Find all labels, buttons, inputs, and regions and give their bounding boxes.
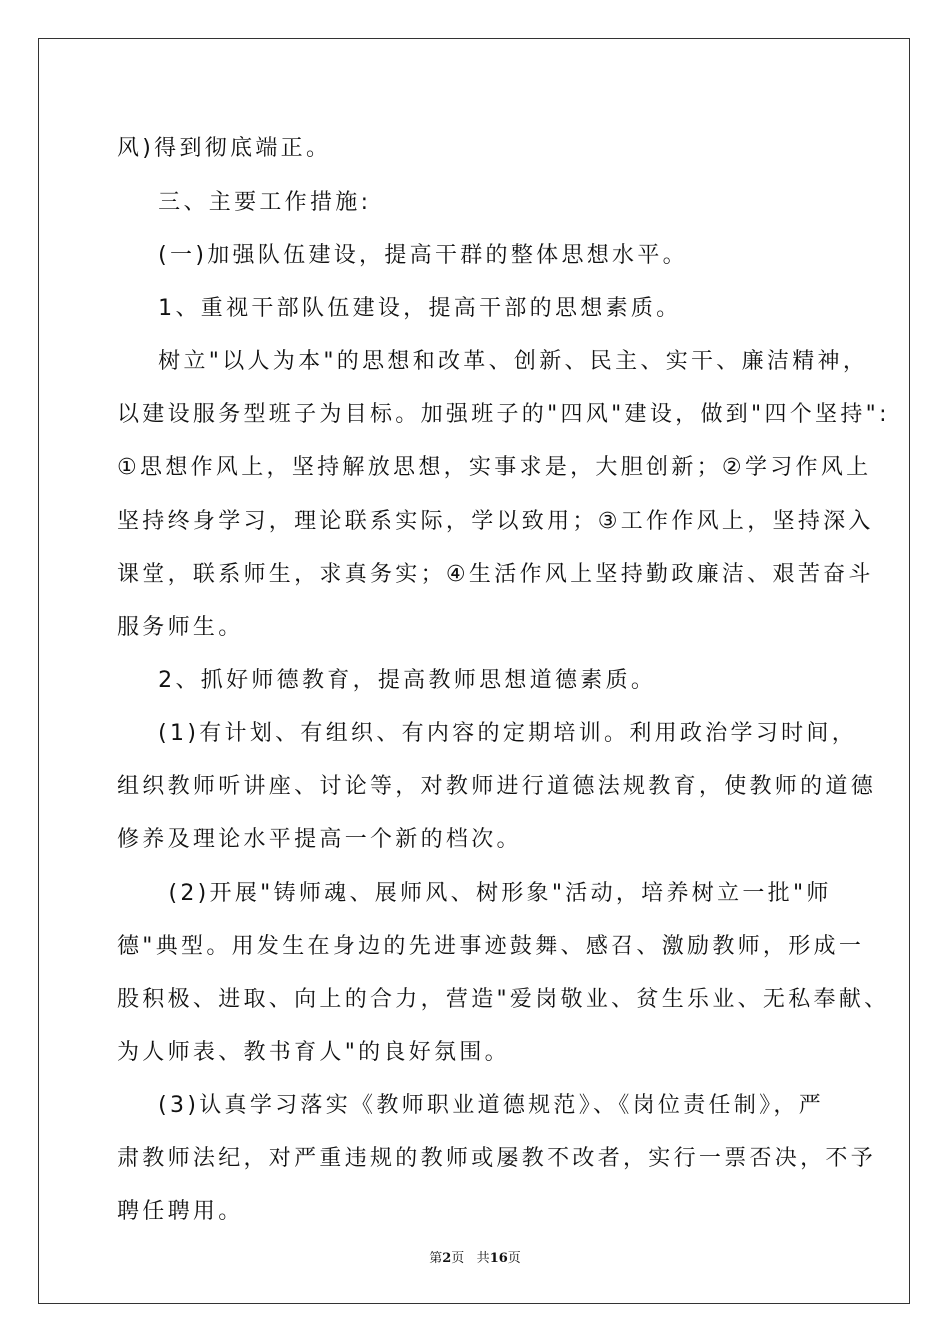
section-heading: 三、主要工作措施:	[117, 190, 372, 215]
page-suffix: 页	[451, 1251, 465, 1266]
total-prefix: 共	[476, 1251, 490, 1266]
text-line: 为人师表、教书育人"的良好氛围。	[117, 1040, 510, 1065]
text-line: (1)有计划、有组织、有内容的定期培训。利用政治学习时间，	[117, 721, 858, 746]
page-footer	[0, 1247, 950, 1266]
text-line: (2)开展"铸师魂、展师风、树形象"活动，培养树立一批"师	[117, 881, 832, 906]
item-heading: 2、抓好师德教育，提高教师思想道德素质。	[117, 668, 657, 693]
text-line: 肃教师法纪，对严重违规的教师或屡教不改者，实行一票否决，不予	[117, 1146, 877, 1171]
text-line: 组织教师听讲座、讨论等，对教师进行道德法规教育，使教师的道德	[117, 774, 877, 799]
text-line: 风)得到彻底端正。	[117, 136, 332, 161]
subsection-heading: (一)加强队伍建设，提高干群的整体思想水平。	[117, 243, 688, 268]
text-line: 服务师生。	[117, 615, 244, 640]
text-line: 坚持终身学习，理论联系实际，学以致用；③工作作风上，坚持深入	[117, 509, 874, 534]
total-suffix: 页	[507, 1251, 521, 1266]
text-line: 聘任聘用。	[117, 1199, 244, 1224]
text-line: ①思想作风上，坚持解放思想，实事求是，大胆创新；②学习作风上	[117, 455, 872, 480]
text-line: 修养及理论水平提高一个新的档次。	[117, 827, 522, 852]
text-line: (3)认真学习落实《教师职业道德规范》、《岗位责任制》，严	[117, 1093, 825, 1118]
text-line: 以建设服务型班子为目标。加强班子的"四风"建设，做到"四个坚持":	[117, 402, 890, 427]
text-line: 树立"以人为本"的思想和改革、创新、民主、实干、廉洁精神，	[117, 349, 869, 374]
text-line: 德"典型。用发生在身边的先进事迹鼓舞、感召、激励教师，形成一	[117, 934, 865, 959]
text-line: 课堂，联系师生，求真务实；④生活作风上坚持勤政廉洁、艰苦奋斗	[117, 562, 874, 587]
page-prefix: 第	[429, 1251, 443, 1266]
text-line: 股积极、进取、向上的合力，营造"爱岗敬业、贫生乐业、无私奉献、	[117, 987, 890, 1012]
page-total: 16	[489, 1251, 508, 1266]
page-current: 2	[442, 1251, 452, 1266]
item-heading: 1、重视干部队伍建设，提高干部的思想素质。	[117, 296, 682, 321]
